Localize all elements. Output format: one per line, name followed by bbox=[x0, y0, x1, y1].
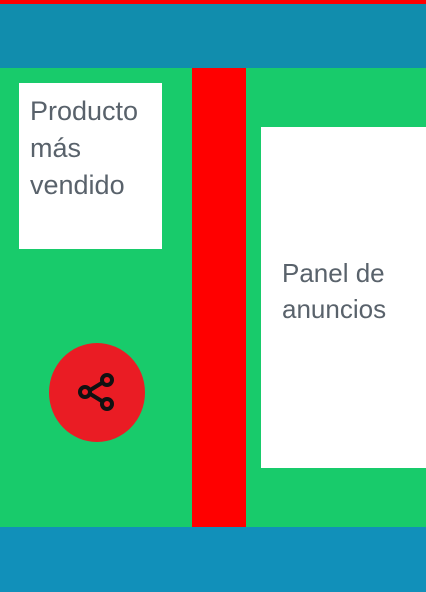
best-seller-label: Producto más vendido bbox=[30, 96, 139, 200]
ads-panel[interactable] bbox=[261, 127, 426, 468]
share-button[interactable] bbox=[49, 343, 145, 442]
vertical-divider bbox=[192, 68, 246, 527]
header-bar bbox=[0, 4, 426, 68]
best-seller-card[interactable] bbox=[19, 83, 162, 249]
ads-panel-label: Panel de anuncios bbox=[282, 258, 387, 324]
share-icon bbox=[77, 372, 117, 412]
footer-bar bbox=[0, 527, 426, 592]
